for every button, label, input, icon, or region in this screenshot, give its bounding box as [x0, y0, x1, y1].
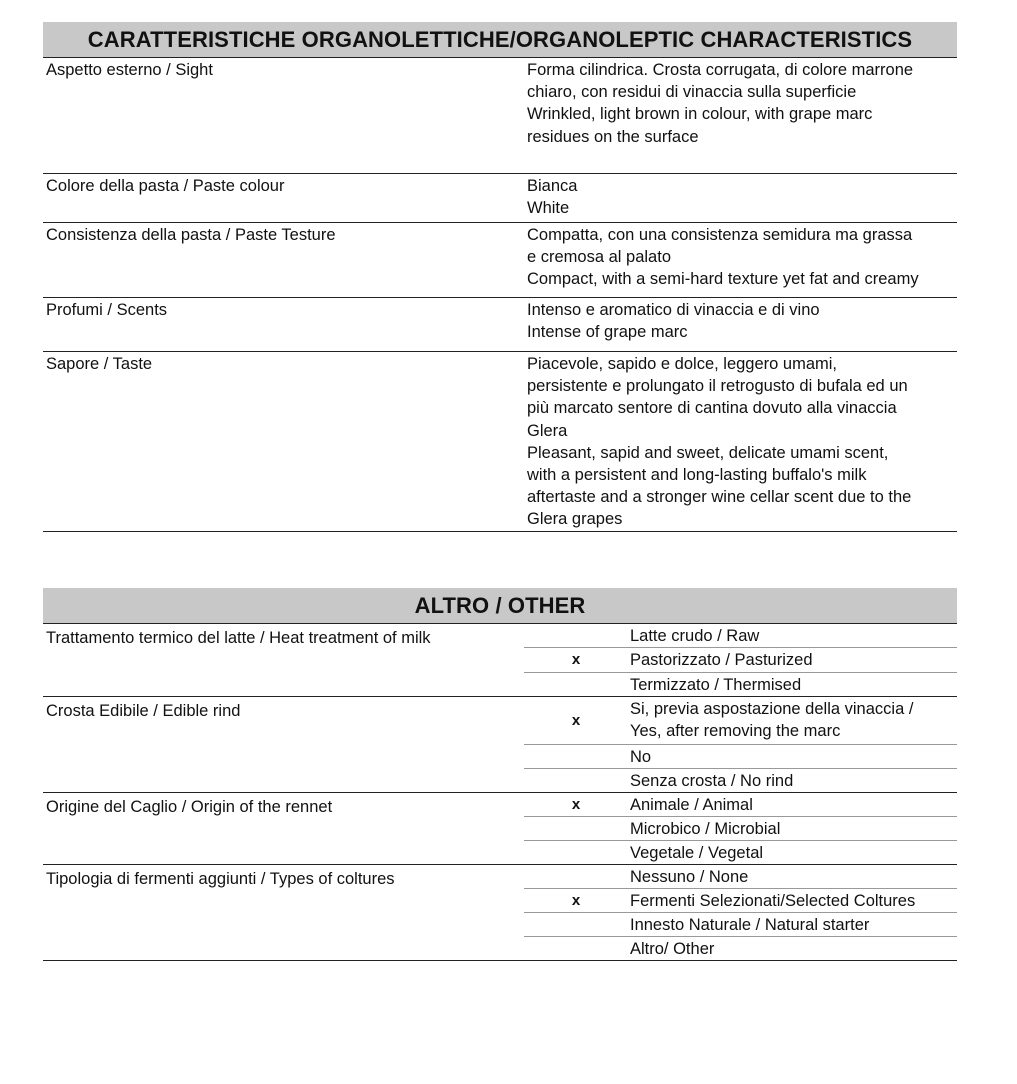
option-text: Fermenti Selezionati/Selected Coltures — [630, 892, 916, 910]
option-list — [524, 624, 957, 696]
characteristic-value: Intenso e aromatico di vinaccia e di vino Intense of grape marc — [527, 301, 820, 342]
option-text: Vegetale / Vegetal — [630, 844, 764, 862]
selection-mark — [524, 624, 628, 647]
characteristic-label: Consistenza della pasta / Paste Testure — [46, 226, 336, 244]
table-row — [43, 697, 957, 793]
selection-mark — [524, 817, 628, 840]
option-row — [524, 697, 957, 745]
selection-mark — [524, 745, 628, 768]
other-title: ALTRO / OTHER — [43, 588, 957, 624]
option-row — [524, 745, 957, 769]
question-label: Trattamento termico del latte / Heat treatment of milk — [46, 629, 431, 647]
characteristic-label: Colore della pasta / Paste colour — [46, 177, 285, 195]
option-row — [524, 648, 957, 673]
question-label: Crosta Edibile / Edible rind — [46, 702, 241, 720]
question-label: Origine del Caglio / Origin of the rennet — [46, 798, 333, 816]
option-text: Altro/ Other — [630, 940, 715, 958]
option-text: Termizzato / Thermised — [630, 676, 802, 694]
table-row — [43, 223, 957, 298]
option-row — [524, 624, 957, 648]
option-text: Pastorizzato / Pasturized — [630, 651, 813, 669]
table-row — [43, 174, 957, 223]
option-row — [524, 793, 957, 817]
selection-mark: x — [571, 891, 581, 909]
selection-mark — [524, 769, 628, 792]
option-list — [524, 865, 957, 960]
characteristic-label: Profumi / Scents — [46, 301, 168, 319]
option-text: Nessuno / None — [630, 868, 749, 886]
option-text: No — [630, 748, 652, 766]
characteristic-value: Compatta, con una consistenza semidura ma grassa e cremosa al palato Compact, with a semi-hard texture yet fat and creamy — [527, 226, 919, 289]
selection-mark — [524, 937, 628, 960]
selection-mark — [524, 913, 628, 936]
option-list — [524, 697, 957, 792]
characteristic-value: Piacevole, sapido e dolce, leggero umami, persistente e prolungato il retrogusto di bufala ed un più marcato sentore di cantina dovuto alla vinaccia Glera Pleasant, sapid and sweet, delicate umami scent, with a persistent and long-lasting buffalo's milk aftertaste and a stronger wine cellar scent due to the Glera grapes — [527, 355, 912, 529]
option-row — [524, 889, 957, 913]
table-row — [43, 624, 957, 697]
table-row — [43, 352, 957, 532]
option-text: Innesto Naturale / Natural starter — [630, 916, 870, 934]
table-row — [43, 793, 957, 865]
characteristic-label: Aspetto esterno / Sight — [46, 61, 213, 79]
option-text: Microbico / Microbial — [630, 820, 781, 838]
option-row — [524, 769, 957, 792]
option-text: Senza crosta / No rind — [630, 772, 794, 790]
option-row — [524, 913, 957, 937]
characteristic-value: Forma cilindrica. Crosta corrugata, di colore marrone chiaro, con residui di vinaccia sulla superficie Wrinkled, light brown in colour, with grape marc residues on the surface — [527, 61, 914, 146]
option-row — [524, 673, 957, 696]
organoleptic-title: CARATTERISTICHE ORGANOLETTICHE/ORGANOLEPTIC CHARACTERISTICS — [43, 22, 957, 58]
organoleptic-table — [43, 22, 957, 532]
option-text: Latte crudo / Raw — [630, 627, 760, 645]
option-text: Si, previa aspostazione della vinaccia / Yes, after removing the marc — [630, 700, 914, 740]
characteristic-value: Bianca White — [527, 177, 578, 218]
table-row — [43, 298, 957, 352]
option-row — [524, 817, 957, 841]
option-text: Animale / Animal — [630, 796, 753, 814]
table-row — [43, 58, 957, 174]
selection-mark: x — [571, 711, 581, 729]
question-label: Tipologia di fermenti aggiunti / Types of coltures — [46, 870, 395, 888]
option-row — [524, 865, 957, 889]
characteristic-label: Sapore / Taste — [46, 355, 153, 373]
selection-mark — [524, 841, 628, 864]
selection-mark — [524, 673, 628, 696]
option-row — [524, 937, 957, 960]
selection-mark: x — [571, 795, 581, 813]
selection-mark — [524, 865, 628, 888]
option-row — [524, 841, 957, 864]
table-row — [43, 865, 957, 961]
selection-mark: x — [571, 651, 581, 668]
other-table — [43, 588, 957, 961]
option-list — [524, 793, 957, 864]
